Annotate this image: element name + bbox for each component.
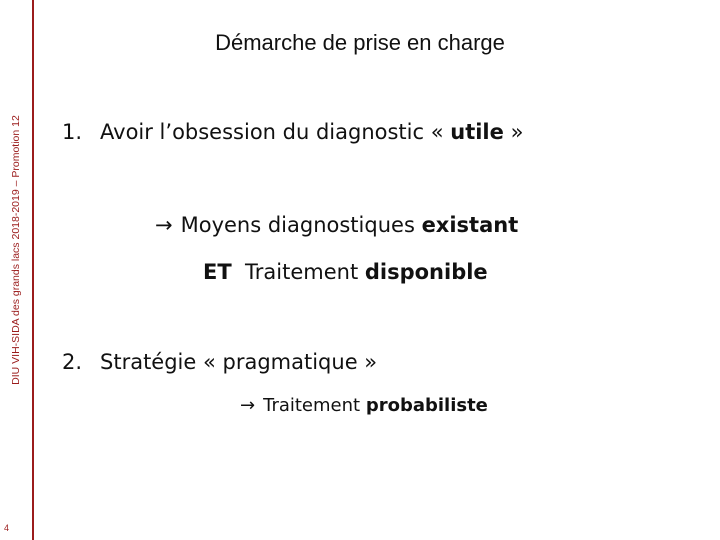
sidebar-divider xyxy=(32,0,34,540)
arrow-right-icon: → xyxy=(240,395,256,416)
list-item-1-text-end: » xyxy=(503,120,524,144)
sidebar-label: DIU VIH-SIDA des grands lacs 2018-2019 – Promotion 12 xyxy=(10,115,22,385)
list-item-1-bold: utile xyxy=(450,120,504,144)
sub-item-probabilistic-bold: probabiliste xyxy=(365,395,488,416)
arrow-right-icon: → xyxy=(155,213,173,237)
page-number: 4 xyxy=(4,523,10,533)
slide-title xyxy=(0,30,720,56)
list-item-1 xyxy=(62,120,523,144)
sub-item-diagnostic-bold: existant xyxy=(421,213,519,237)
list-item-1-text: Avoir l’obsession du diagnostic « xyxy=(100,120,451,144)
sub-item-treatment-text: Traitement xyxy=(231,260,365,284)
list-item-2 xyxy=(62,350,377,374)
sub-item-probabilistic xyxy=(240,395,488,416)
list-item-1-number: 1. xyxy=(62,120,83,144)
slide-title-text: Démarche de prise en charge xyxy=(215,30,505,55)
sub-item-treatment xyxy=(203,260,488,284)
sub-item-probabilistic-text: Traitement xyxy=(263,395,366,416)
list-item-2-text: Stratégie « pragmatique » xyxy=(100,350,378,374)
sidebar xyxy=(0,0,33,540)
sub-item-treatment-bold: disponible xyxy=(364,260,488,284)
sub-item-treatment-prefix: ET xyxy=(203,260,232,284)
sub-item-diagnostic-text: Moyens diagnostiques xyxy=(180,213,422,237)
list-item-2-number: 2. xyxy=(62,350,83,374)
sub-item-diagnostic xyxy=(155,213,518,237)
